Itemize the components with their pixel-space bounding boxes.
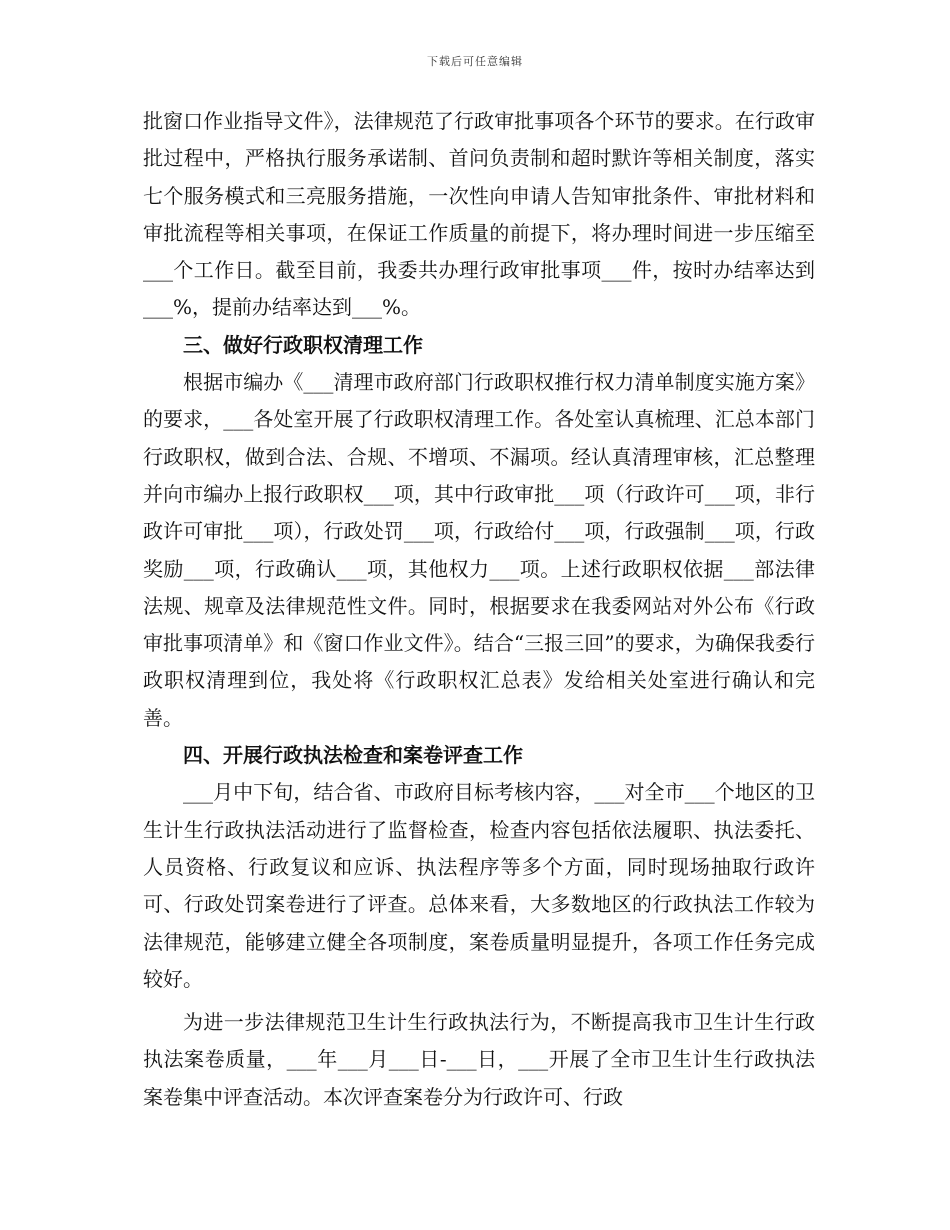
page-header: 下载后可任意编辑 xyxy=(427,55,523,68)
paragraph-approval-process: 批窗口作业指导文件》，法律规范了行政审批事项各个环节的要求。在行政审批过程中，严格执行服务承诺制、首问负责制和超时默许等相关制度，落实七个服务模式和三亮服务措施，一次性向申请人告知审批条件、审批材料和审批流程等相关事项，在保证工作质量的前提下，将办理时间进一步压缩至___个工作日。截至目前，我委共办理行政审批事项___件，按时办结率达到___%，提前办结率达到___%。 xyxy=(143,109,815,320)
paragraph-power-list: 根据市编办《___清理市政府部门行政职权推行权力清单制度实施方案》的要求，___各处室开展了行政职权清理工作。各处室认真梳理、汇总本部门行政职权，做到合法、合规、不增项、不漏项。经认真清理审核，汇总整理并向市编办上报行政职权___项，其中行政审批___项（行政许可___项，非行政许可审批___项），行政处罚___项，行政给付___项，行政强制___项，行政奖励___项，行政确认___项，其他权力___项。上述行政职权依据___部法律法规、规章及法律规范性文件。同时，根据要求在我委网站对外公布《行政审批事项清单》和《窗口作业文件》。结合“三报三回”的要求，为确保我委行政职权清理到位，我处将《行政职权汇总表》发给相关处室进行确认和完善。 xyxy=(143,370,815,730)
document-body xyxy=(143,103,815,1116)
section-heading-3: 三、做好行政职权清理工作 xyxy=(183,332,423,357)
paragraph-case-review: 为进一步法律规范卫生计生行政执法行为，不断提高我市卫生计生行政执法案卷质量，___年___月___日-___日，___开展了全市卫生计生行政执法案卷集中评查活动。本次评查案卷分为行政许可、行政 xyxy=(143,1010,815,1109)
paragraph-inspection: ___月中下旬，结合省、市政府目标考核内容，___对全市___个地区的卫生计生行政执法活动进行了监督检查，检查内容包括依法履职、执法委托、人员资格、行政复议和应诉、执法程序等多个方面，同时现场抽取行政许可、行政处罚案卷进行了评查。总体来看，大多数地区的行政执法工作较为法律规范，能够建立健全各项制度，案卷质量明显提升，各项工作任务完成较好。 xyxy=(143,780,815,991)
section-heading-4: 四、开展行政执法检查和案卷评查工作 xyxy=(183,743,523,768)
